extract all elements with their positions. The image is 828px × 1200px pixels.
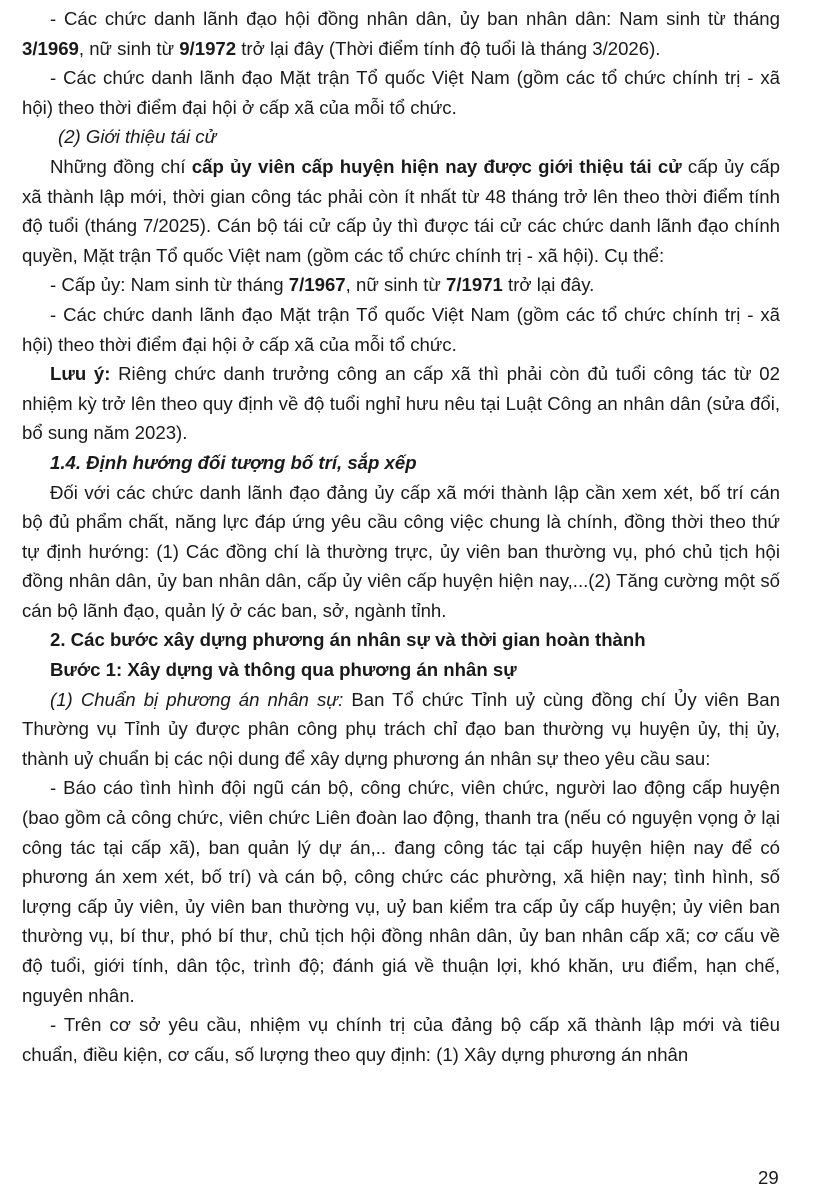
text-run: - Trên cơ sở yêu cầu, nhiệm vụ chính trị của đảng bộ cấp xã thành lập mới và tiêu chuẩn, điều kiện, cơ cấu, số lượng theo quy định: (1) Xây dựng phương án nhân	[22, 1014, 780, 1065]
text-run: 3/1969	[22, 37, 79, 59]
paragraph-report	[22, 773, 780, 1010]
paragraph-basis	[22, 1010, 780, 1069]
text-run: - Các chức danh lãnh đạo hội đồng nhân dân, ủy ban nhân dân: Nam sinh từ tháng	[50, 8, 780, 29]
text-run: cấp ủy viên cấp huyện hiện nay được giới thiệu tái cử	[191, 155, 682, 177]
paragraph-note	[22, 359, 780, 448]
text-run: 1.4. Định hướng đối tượng bố trí, sắp xếp	[50, 451, 417, 473]
text-run: trở lại đây.	[502, 274, 595, 296]
paragraph-mttq-age	[22, 63, 780, 122]
text-run: Những đồng chí	[50, 155, 192, 177]
subheading-reelection	[22, 122, 780, 152]
heading-1-4	[22, 448, 780, 478]
text-run: trở lại đây (Thời điểm tính độ tuổi là tháng 3/2026).	[236, 37, 661, 59]
heading-step-1	[22, 655, 780, 685]
text-run: cấp ủy cấp xã thành lập mới, thời gian công tác phải còn ít nhất từ 48 tháng trở lên theo thời điểm tính độ tuổi (tháng 7/2025). Cán bộ tái cử cấp ủy thì được tái cử các chức danh lãnh đạo chính quyền, Mặt trận Tổ quốc Việt nam (gồm các tổ chức chính trị - xã hội). Cụ thể:	[22, 155, 780, 266]
text-run: (2) Giới thiệu tái cử	[58, 126, 217, 148]
paragraph-reelection	[22, 152, 780, 270]
paragraph-prepare-plan	[22, 685, 780, 774]
text-run: 7/1971	[446, 274, 503, 296]
text-run: 2. Các bước xây dựng phương án nhân sự và thời gian hoàn thành	[50, 629, 646, 651]
text-run: - Báo cáo tình hình đội ngũ cán bộ, công chức, viên chức, người lao động cấp huyện (bao gồm cả công chức, viên chức Liên đoàn lao động, thanh tra (nếu có nguyện vọng ở lại công tác tại cấp xã), ban quản lý dự án,.. đang công tác tại cấp huyện hiện nay để có phương án xem xét, bố trí) và cán bộ, công chức các phường, xã hiện nay; tình hình, số lượng cấp ủy viên, ủy viên ban thường vụ, uỷ ban kiểm tra cấp ủy cấp huyện; ủy viên ban thường vụ, bí thư, phó bí thư, chủ tịch hội đồng nhân dân, ủy ban nhân cấp xã; cơ cấu về độ tuổi, giới tính, dân tộc, trình độ; đánh giá về thuận lợi, khó khăn, ưu điểm, hạn chế, nguyên nhân.	[22, 777, 780, 1006]
text-run: , nữ sinh từ	[345, 274, 446, 296]
text-run: - Các chức danh lãnh đạo Mặt trận Tổ quốc Việt Nam (gồm các tổ chức chính trị - xã hội) theo thời điểm đại hội ở cấp xã của mỗi tổ chức.	[22, 67, 780, 118]
text-run: Ban Tổ chức Tỉnh uỷ cùng đồng chí Ủy viên Ban Thường vụ Tỉnh ủy được phân công phụ trách chỉ đạo ban thường vụ huyện ủy, thị ủy, thành uỷ chuẩn bị các nội dung để xây dựng phương án nhân sự theo yêu cầu sau:	[22, 688, 780, 769]
text-run: Bước 1: Xây dựng và thông qua phương án nhân sự	[50, 659, 517, 681]
text-run: 9/1972	[179, 37, 237, 59]
text-run: Riêng chức danh trưởng công an cấp xã thì phải còn đủ tuổi công tác từ 02 nhiệm kỳ trở lên theo quy định về độ tuổi nghỉ hưu nêu tại Luật Công an nhân dân (sửa đổi, bổ sung năm 2023).	[22, 363, 780, 444]
page-number: 29	[758, 1167, 779, 1188]
text-run: (1) Chuẩn bị phương án nhân sự:	[50, 688, 344, 710]
paragraph-orientation	[22, 478, 780, 626]
text-run: Đối với các chức danh lãnh đạo đảng ủy cấp xã mới thành lập cần xem xét, bố trí cán bộ đủ phẩm chất, năng lực đáp ứng yêu cầu công việc chung là chính, đồng thời theo thứ tự định hướng: (1) Các đồng chí là thường trực, ủy viên ban thường vụ, phó chủ tịch hội đồng nhân dân, ủy ban nhân dân, cấp ủy viên cấp huyện hiện nay,...(2) Tăng cường một số cán bộ lãnh đạo, quản lý ở các ban, sở, ngành tỉnh.	[22, 481, 780, 621]
text-run: - Cấp ủy: Nam sinh từ tháng	[50, 274, 289, 296]
text-run: Lưu ý:	[50, 363, 111, 385]
paragraph-mttq-reelection	[22, 300, 780, 359]
heading-2	[22, 625, 780, 655]
document-page	[22, 4, 780, 1069]
text-run: - Các chức danh lãnh đạo Mặt trận Tổ quốc Việt Nam (gồm các tổ chức chính trị - xã hội) theo thời điểm đại hội ở cấp xã của mỗi tổ chức.	[22, 303, 780, 355]
text-run: , nữ sinh từ	[78, 37, 180, 59]
paragraph-hdnd-ubnd-age	[22, 4, 780, 63]
text-run: 7/1967	[288, 274, 346, 296]
paragraph-party-committee-age	[22, 270, 780, 300]
